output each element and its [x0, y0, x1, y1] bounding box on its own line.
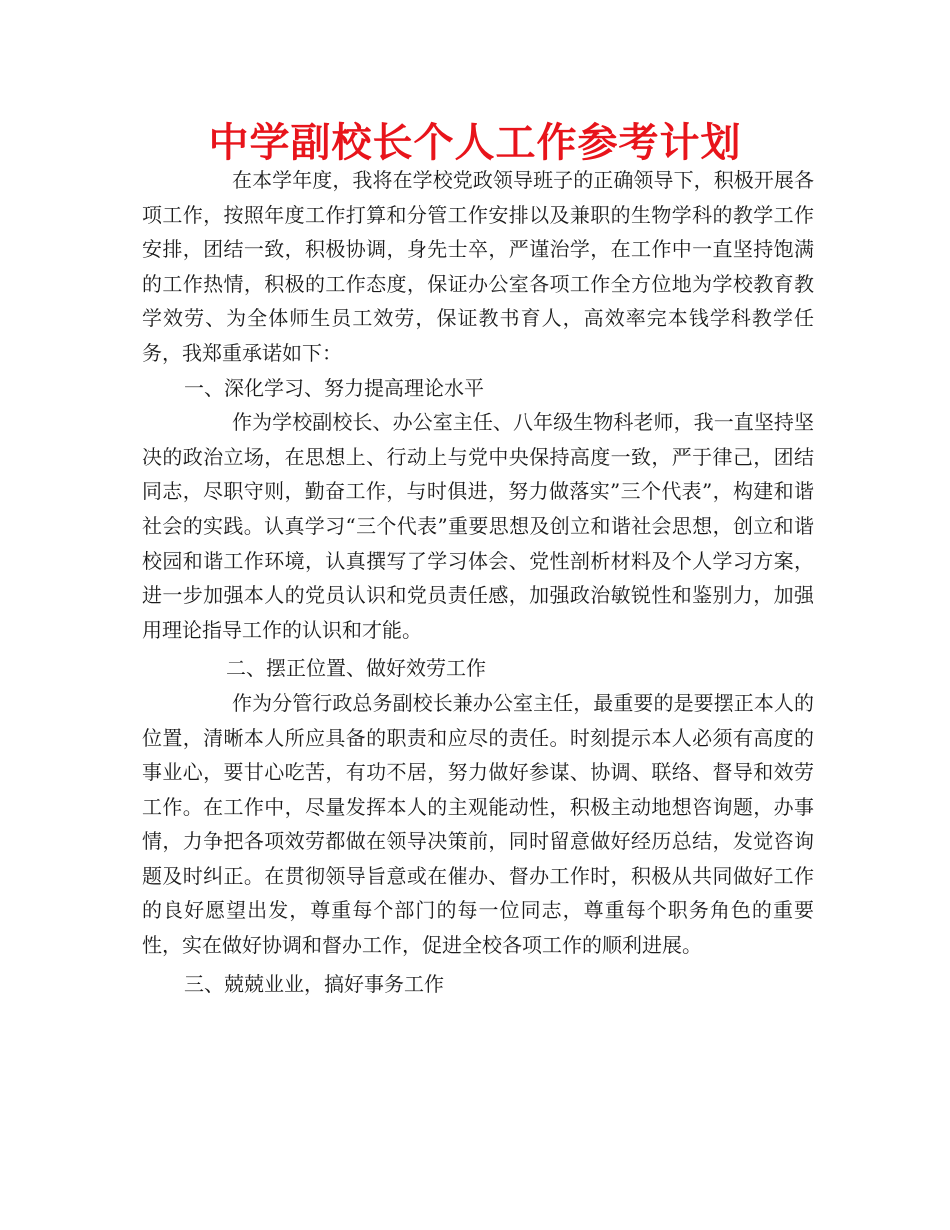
document-title: 中学副校长个人工作参考计划 — [208, 120, 742, 166]
section-1-paragraph: 作为学校副校长、办公室主任、八年级生物科老师，我一直坚持坚决的政治立场，在思想上、行动上与党中央保持高度一致，严于律己，团结同志，尽职守则，勤奋工作，与时俱进，努力做落实”三个代表”，构建和谐社会的实践。认真学习“三个代表”重要思想及创立和谐社会思想，创立和谐校园和谐工作环境，认真撰写了学习体会、党性剖析材料及个人学习方案，进一步加强本人的党员认识和党员责任感，加强政治敏锐性和鉴别力，加强用理论指导工作的认识和才能。 — [142, 410, 814, 642]
section-heading-3: 三、兢兢业业，搞好事务工作 — [184, 971, 444, 996]
section-heading-2: 二、摆正位置、做好效劳工作 — [226, 656, 486, 681]
section-2-paragraph: 作为分管行政总务副校长兼办公室主任，最重要的是要摆正本人的位置，清晰本人所应具备的职责和应尽的责任。时刻提示本人必须有高度的事业心，要甘心吃苦，有功不居，努力做好参谋、协调、联络、督导和效劳工作。在工作中，尽量发挥本人的主观能动性，积极主动地想咨询题，办事情，力争把各项效劳都做在领导决策前，同时留意做好经历总结，发觉咨询题及时纠正。在贯彻领导旨意或在催办、督办工作时，积极从共同做好工作的良好愿望出发，尊重每个部门的每一位同志，尊重每个职务角色的重要性，实在做好协调和督办工作，促进全校各项工作的顺利进展。 — [142, 690, 814, 958]
document-body — [142, 163, 814, 1001]
intro-paragraph: 在本学年度，我将在学校党政领导班子的正确领导下，积极开展各项工作，按照年度工作打算和分管工作安排以及兼职的生物学科的教学工作安排，团结一致，积极协调，身先士卒，严谨治学，在工作中一直坚持饱满的工作热情，积极的工作态度，保证办公室各项工作全方位地为学校教育教学效劳、为全体师生员工效劳，保证教书育人，高效率完本钱学科教学任务，我郑重承诺如下： — [142, 168, 814, 365]
section-heading-1: 一、深化学习、努力提高理论水平 — [184, 375, 484, 400]
